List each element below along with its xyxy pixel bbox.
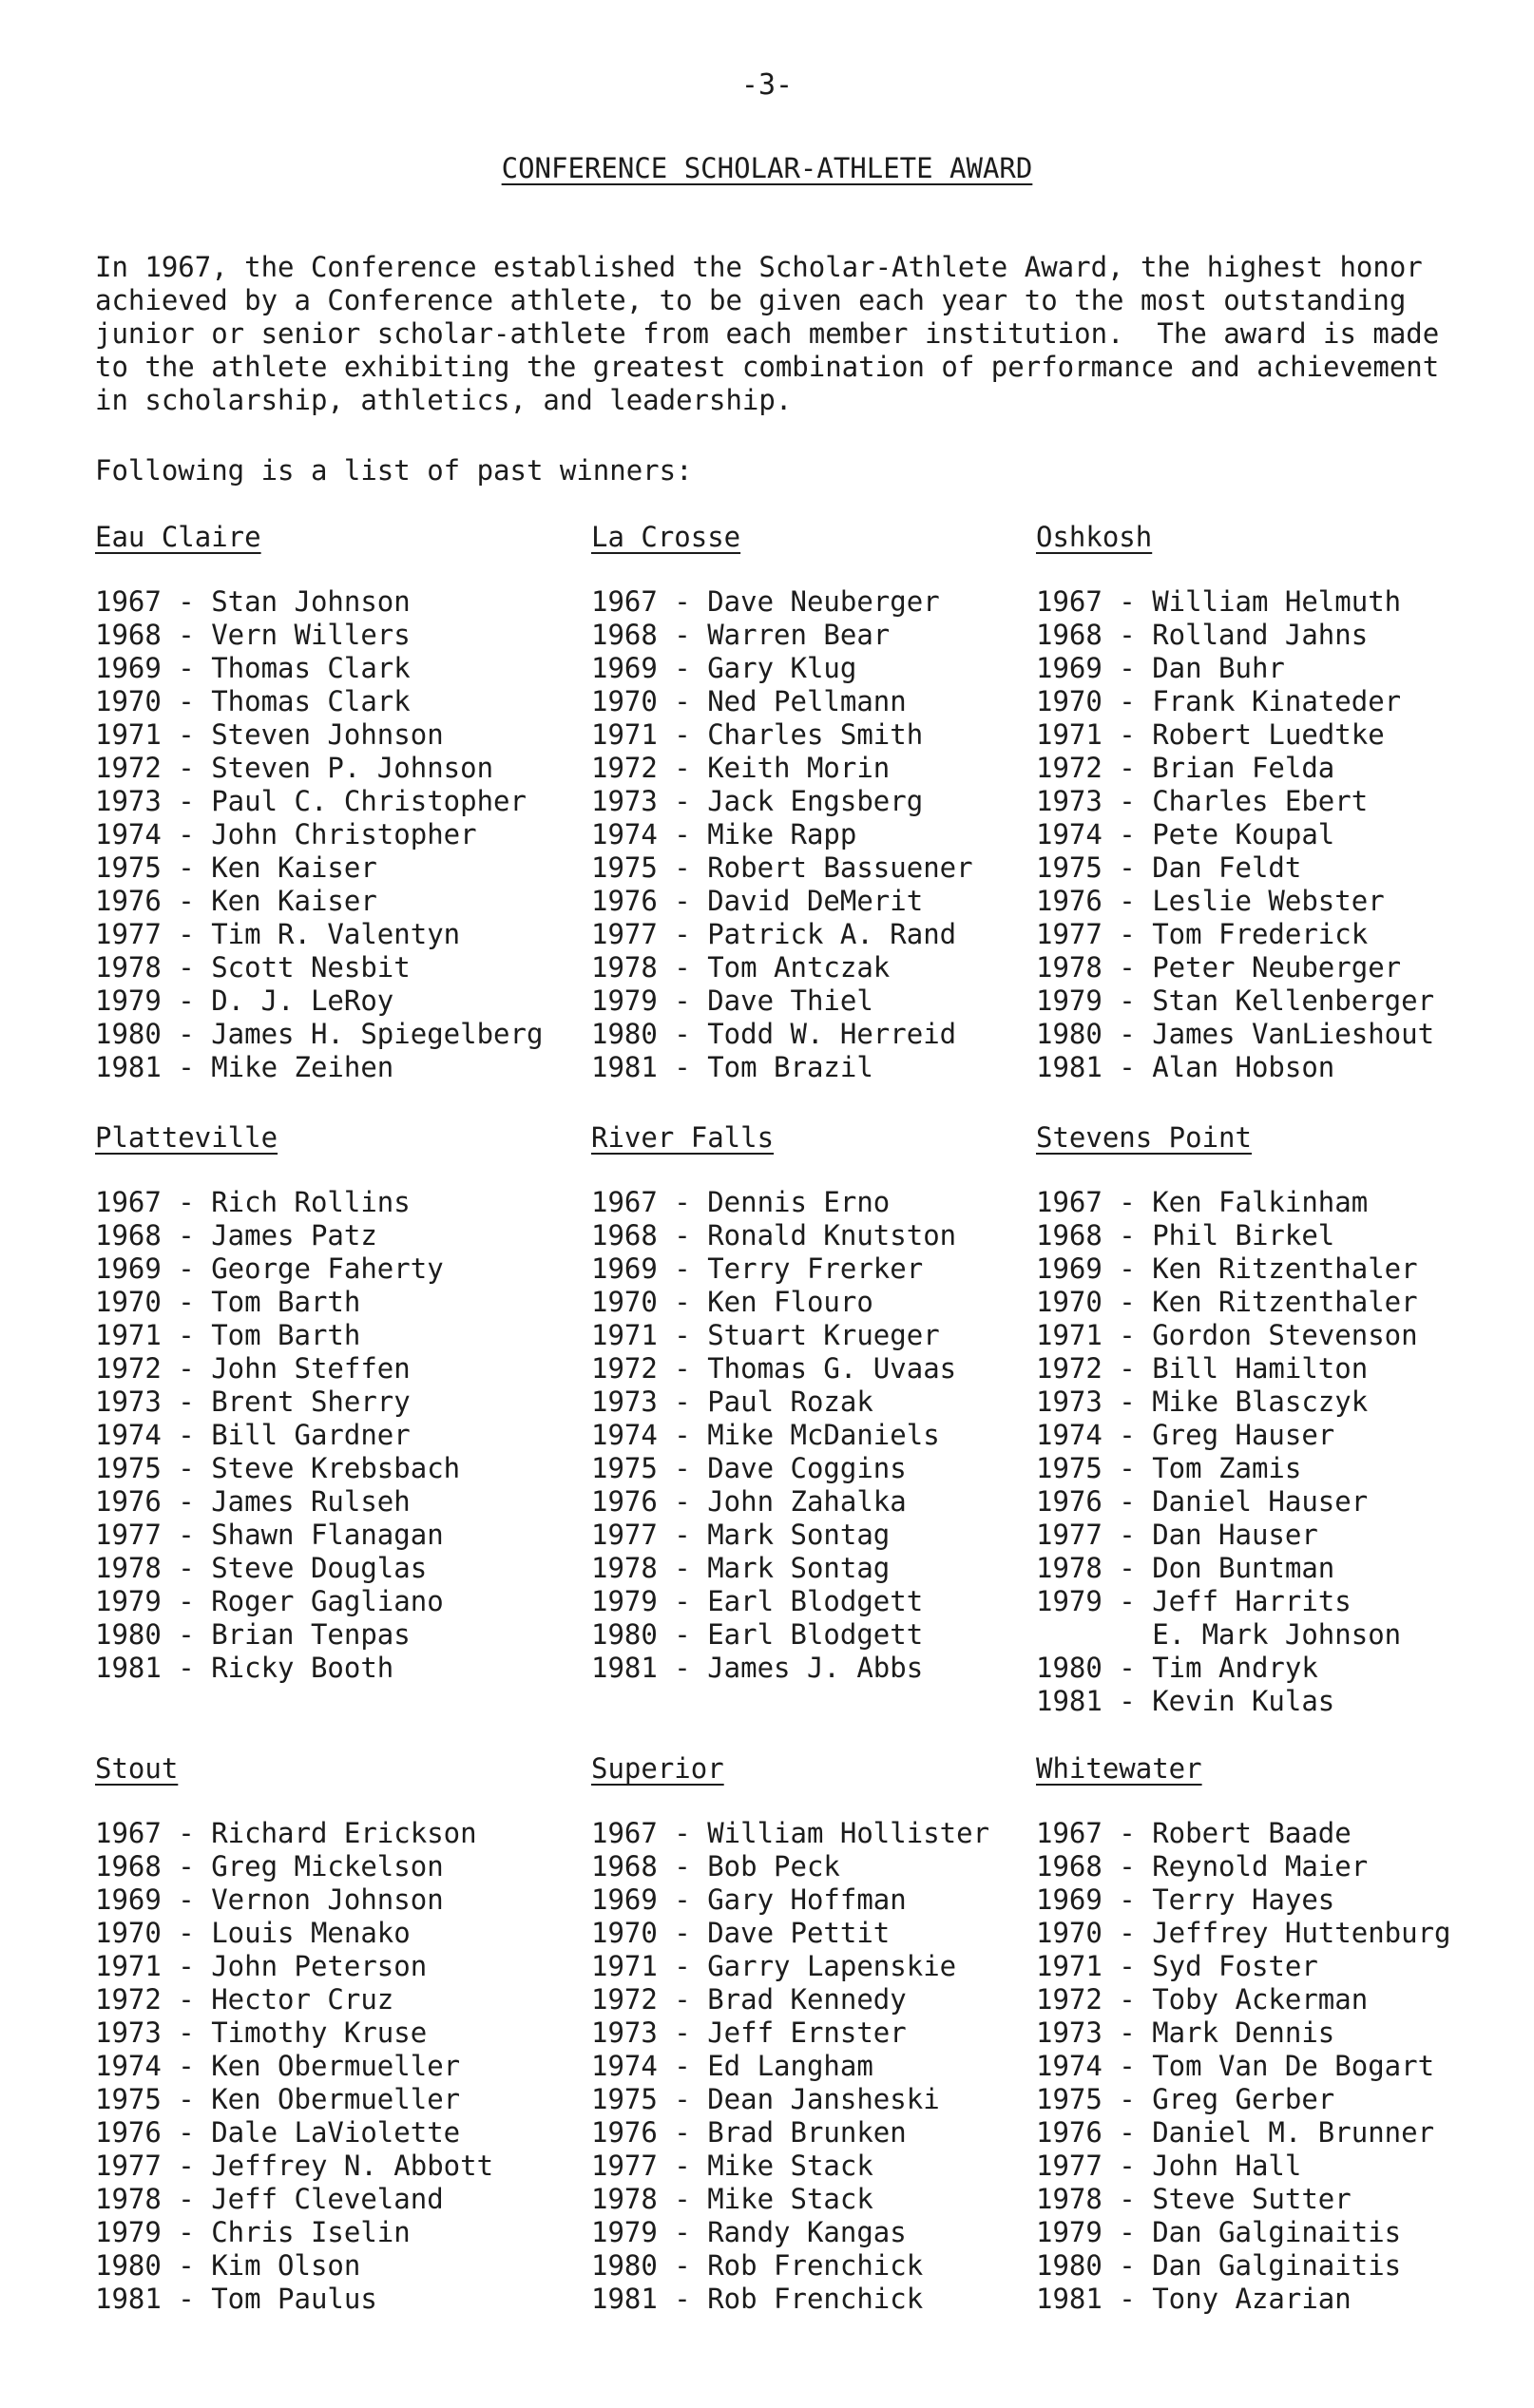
winner-entry: 1975 - Ken Kaiser [95,851,377,884]
winner-entry: 1971 - Garry Lapenskie [591,1950,957,1982]
winner-entry: 1976 - Ken Kaiser [95,885,377,917]
winner-entry: 1974 - Tom Van De Bogart [1036,2050,1435,2082]
winner-entry: 1975 - Greg Gerber [1036,2083,1335,2115]
winner-entry: 1968 - Ronald Knutston [591,1219,957,1252]
winner-entry: 1970 - Thomas Clark [95,685,411,717]
winner-entry: 1973 - Jeff Ernster [591,2016,907,2049]
winner-entry: 1973 - Mark Dennis [1036,2016,1335,2049]
description-paragraph [95,251,1473,417]
school-name: Whitewater [1036,1752,1202,1785]
school-name: Superior [591,1752,724,1785]
winner-entry: 1981 - Tom Brazil [591,1051,873,1083]
winner-entry: 1972 - Brad Kennedy [591,1983,907,2016]
winner-entry: 1980 - Rob Frenchick [591,2249,924,2282]
winner-entry: 1978 - Steve Douglas [95,1552,428,1584]
paragraph-line: in scholarship, athletics, and leadership. [95,384,793,416]
winner-entry: 1977 - Mark Sontag [591,1519,891,1551]
winner-entry: 1974 - Greg Hauser [1036,1419,1335,1451]
winner-entry: 1975 - Dan Feldt [1036,851,1302,884]
winner-entry: 1976 - Dale LaViolette [95,2116,461,2149]
school-name: River Falls [591,1121,775,1154]
winner-entry: 1978 - Jeff Cleveland [95,2183,444,2215]
winner-entry: 1974 - Ed Langham [591,2050,873,2082]
winner-entry: 1972 - Keith Morin [591,752,891,784]
winner-entry: 1973 - Paul Rozak [591,1386,873,1418]
paragraph-line: to the athlete exhibiting the greatest combination of performance and achievement [95,351,1440,383]
winner-entry: 1975 - Dave Coggins [591,1452,907,1484]
winner-entry: 1967 - Ken Falkinham [1036,1186,1369,1218]
winner-entry: 1980 - James H. Spiegelberg [95,1018,544,1050]
winner-entry: 1974 - Bill Gardner [95,1419,411,1451]
winner-entry: E. Mark Johnson [1036,1618,1402,1651]
winner-entry: 1979 - D. J. LeRoy [95,984,394,1017]
winner-entry: 1979 - Roger Gagliano [95,1585,444,1617]
winner-entry: 1970 - Ken Ritzenthaler [1036,1286,1418,1318]
winner-entry: 1970 - Jeffrey Huttenburg [1036,1917,1451,1949]
winner-entry: 1981 - Tom Paulus [95,2283,377,2315]
winner-entry: 1973 - Brent Sherry [95,1386,411,1418]
winner-list [95,585,570,1084]
winner-entry: 1967 - Robert Baade [1036,1817,1352,1849]
school-name: Oshkosh [1036,521,1153,553]
winner-entry: 1969 - George Faherty [95,1252,444,1285]
winner-list [1036,1186,1530,1718]
winner-entry: 1972 - Brian Felda [1036,752,1335,784]
paragraph-line: achieved by a Conference athlete, to be given each year to the most outstanding [95,284,1407,316]
winner-entry: 1978 - Mark Sontag [591,1552,891,1584]
winner-entry: 1977 - Shawn Flanagan [95,1519,444,1551]
paragraph-line: junior or senior scholar-athlete from each member institution. The award is made [95,317,1440,350]
winner-entry: 1969 - Thomas Clark [95,652,411,684]
winner-entry: 1971 - John Peterson [95,1950,428,1982]
winner-entry: 1978 - Mike Stack [591,2183,873,2215]
winner-entry: 1979 - Randy Kangas [591,2216,907,2248]
winners-intro: Following is a list of past winners: [95,454,693,487]
school-group-oshkosh [1036,521,1530,1084]
winner-list [95,1186,570,1685]
winner-entry: 1971 - Tom Barth [95,1319,361,1351]
winner-entry: 1977 - Dan Hauser [1036,1519,1318,1551]
winner-entry: 1969 - Gary Klug [591,652,857,684]
winner-entry: 1973 - Jack Engsberg [591,785,924,817]
winner-entry: 1968 - Greg Mickelson [95,1850,444,1882]
winner-entry: 1968 - Vern Willers [95,619,411,651]
winner-entry: 1976 - John Zahalka [591,1485,907,1518]
winner-entry: 1969 - Terry Frerker [591,1252,924,1285]
winner-entry: 1972 - Thomas G. Uvaas [591,1352,957,1385]
winner-entry: 1967 - Stan Johnson [95,585,411,618]
paragraph-line: In 1967, the Conference established the Scholar-Athlete Award, the highest honor [95,251,1423,283]
winner-entry: 1976 - Leslie Webster [1036,885,1385,917]
winner-entry: 1972 - Bill Hamilton [1036,1352,1369,1385]
winner-entry: 1971 - Steven Johnson [95,718,444,751]
school-group-stevens-point [1036,1121,1530,1718]
winner-list [1036,1817,1530,2316]
winner-entry: 1980 - Earl Blodgett [591,1618,924,1651]
winner-entry: 1968 - James Patz [95,1219,377,1252]
winner-entry: 1967 - Dennis Erno [591,1186,891,1218]
winner-entry: 1968 - Bob Peck [591,1850,840,1882]
winner-entry: 1969 - Terry Hayes [1036,1883,1335,1916]
winner-entry: 1974 - Mike McDaniels [591,1419,940,1451]
winner-entry: 1981 - Rob Frenchick [591,2283,924,2315]
winner-entry: 1973 - Timothy Kruse [95,2016,428,2049]
winner-list [95,1817,570,2316]
page-title [0,152,1534,184]
winner-entry: 1978 - Steve Sutter [1036,2183,1352,2215]
winner-entry: 1972 - Hector Cruz [95,1983,394,2016]
school-name: Stevens Point [1036,1121,1252,1154]
school-group-stout [95,1752,570,2316]
school-name: La Crosse [591,521,741,553]
winner-entry: 1980 - Todd W. Herreid [591,1018,957,1050]
winner-entry: 1974 - Pete Koupal [1036,818,1335,850]
winner-entry: 1970 - Ned Pellmann [591,685,907,717]
winner-entry: 1980 - James VanLieshout [1036,1018,1435,1050]
winner-entry: 1970 - Frank Kinateder [1036,685,1402,717]
winner-entry: 1970 - Louis Menako [95,1917,411,1949]
winner-entry: 1976 - Daniel Hauser [1036,1485,1369,1518]
winner-entry: 1974 - Mike Rapp [591,818,857,850]
winner-entry: 1981 - James J. Abbs [591,1652,924,1684]
winner-entry: 1976 - Daniel M. Brunner [1036,2116,1435,2149]
winner-entry: 1975 - Ken Obermueller [95,2083,461,2115]
winner-entry: 1972 - Toby Ackerman [1036,1983,1369,2016]
winner-entry: 1976 - James Rulseh [95,1485,411,1518]
winner-entry: 1977 - Tom Frederick [1036,918,1369,950]
winner-entry: 1981 - Ricky Booth [95,1652,394,1684]
winner-entry: 1974 - John Christopher [95,818,477,850]
winner-list [591,1817,1028,2316]
winner-entry: 1973 - Paul C. Christopher [95,785,527,817]
school-name: Platteville [95,1121,278,1154]
school-group-superior [591,1752,1028,2316]
school-name: Stout [95,1752,179,1785]
winner-entry: 1971 - Robert Luedtke [1036,718,1385,751]
winner-entry: 1968 - Reynold Maier [1036,1850,1369,1882]
winner-entry: 1970 - Dave Pettit [591,1917,891,1949]
winner-entry: 1968 - Warren Bear [591,619,891,651]
winner-entry: 1976 - David DeMerit [591,885,924,917]
winner-entry: 1967 - William Hollister [591,1817,990,1849]
winner-entry: 1981 - Alan Hobson [1036,1051,1335,1083]
winner-entry: 1967 - Dave Neuberger [591,585,940,618]
winner-entry: 1975 - Steve Krebsbach [95,1452,461,1484]
winner-list [591,1186,1028,1685]
winner-entry: 1969 - Vernon Johnson [95,1883,444,1916]
winner-entry: 1971 - Gordon Stevenson [1036,1319,1418,1351]
winner-entry: 1980 - Brian Tenpas [95,1618,411,1651]
winner-list [591,585,1028,1084]
winner-entry: 1974 - Ken Obermueller [95,2050,461,2082]
page-title-text: CONFERENCE SCHOLAR-ATHLETE AWARD [501,152,1033,184]
winner-entry: 1979 - Chris Iselin [95,2216,411,2248]
winner-entry: 1967 - Richard Erickson [95,1817,477,1849]
winner-entry: 1971 - Charles Smith [591,718,924,751]
winner-entry: 1967 - William Helmuth [1036,585,1402,618]
winner-entry: 1981 - Kevin Kulas [1036,1685,1335,1717]
winner-entry: 1975 - Dean Jansheski [591,2083,940,2115]
winner-entry: 1970 - Ken Flouro [591,1286,873,1318]
winner-entry: 1971 - Stuart Krueger [591,1319,940,1351]
winner-entry: 1976 - Brad Brunken [591,2116,907,2149]
winner-entry: 1981 - Tony Azarian [1036,2283,1352,2315]
winner-list [1036,585,1530,1084]
winner-entry: 1968 - Rolland Jahns [1036,619,1369,651]
school-group-whitewater [1036,1752,1530,2316]
winner-entry: 1979 - Earl Blodgett [591,1585,924,1617]
winner-entry: 1977 - Tim R. Valentyn [95,918,461,950]
winner-entry: 1975 - Robert Bassuener [591,851,973,884]
winner-entry: 1978 - Peter Neuberger [1036,951,1402,984]
winner-entry: 1970 - Tom Barth [95,1286,361,1318]
school-group-la-crosse [591,521,1028,1084]
winner-entry: 1977 - John Hall [1036,2150,1302,2182]
school-group-platteville [95,1121,570,1685]
winner-entry: 1969 - Ken Ritzenthaler [1036,1252,1418,1285]
winner-entry: 1978 - Tom Antczak [591,951,891,984]
winner-entry: 1971 - Syd Foster [1036,1950,1318,1982]
winner-entry: 1978 - Scott Nesbit [95,951,411,984]
winner-entry: 1979 - Jeff Harrits [1036,1585,1352,1617]
winner-entry: 1968 - Phil Birkel [1036,1219,1335,1252]
winner-entry: 1975 - Tom Zamis [1036,1452,1302,1484]
winner-entry: 1977 - Patrick A. Rand [591,918,957,950]
winner-entry: 1972 - Steven P. Johnson [95,752,494,784]
school-group-eau-claire [95,521,570,1084]
winner-entry: 1977 - Mike Stack [591,2150,873,2182]
winner-entry: 1973 - Mike Blasczyk [1036,1386,1369,1418]
winner-entry: 1980 - Tim Andryk [1036,1652,1318,1684]
winner-entry: 1979 - Dave Thiel [591,984,873,1017]
school-group-river-falls [591,1121,1028,1685]
school-name: Eau Claire [95,521,261,553]
winner-entry: 1980 - Dan Galginaitis [1036,2249,1402,2282]
winner-entry: 1980 - Kim Olson [95,2249,361,2282]
winner-entry: 1979 - Stan Kellenberger [1036,984,1435,1017]
winner-entry: 1979 - Dan Galginaitis [1036,2216,1402,2248]
winner-entry: 1967 - Rich Rollins [95,1186,411,1218]
winner-entry: 1977 - Jeffrey N. Abbott [95,2150,494,2182]
winner-entry: 1969 - Gary Hoffman [591,1883,907,1916]
page-number: -3- [740,68,794,102]
winner-entry: 1972 - John Steffen [95,1352,411,1385]
winner-entry: 1969 - Dan Buhr [1036,652,1285,684]
winner-entry: 1981 - Mike Zeihen [95,1051,394,1083]
winner-entry: 1978 - Don Buntman [1036,1552,1335,1584]
winner-entry: 1973 - Charles Ebert [1036,785,1369,817]
